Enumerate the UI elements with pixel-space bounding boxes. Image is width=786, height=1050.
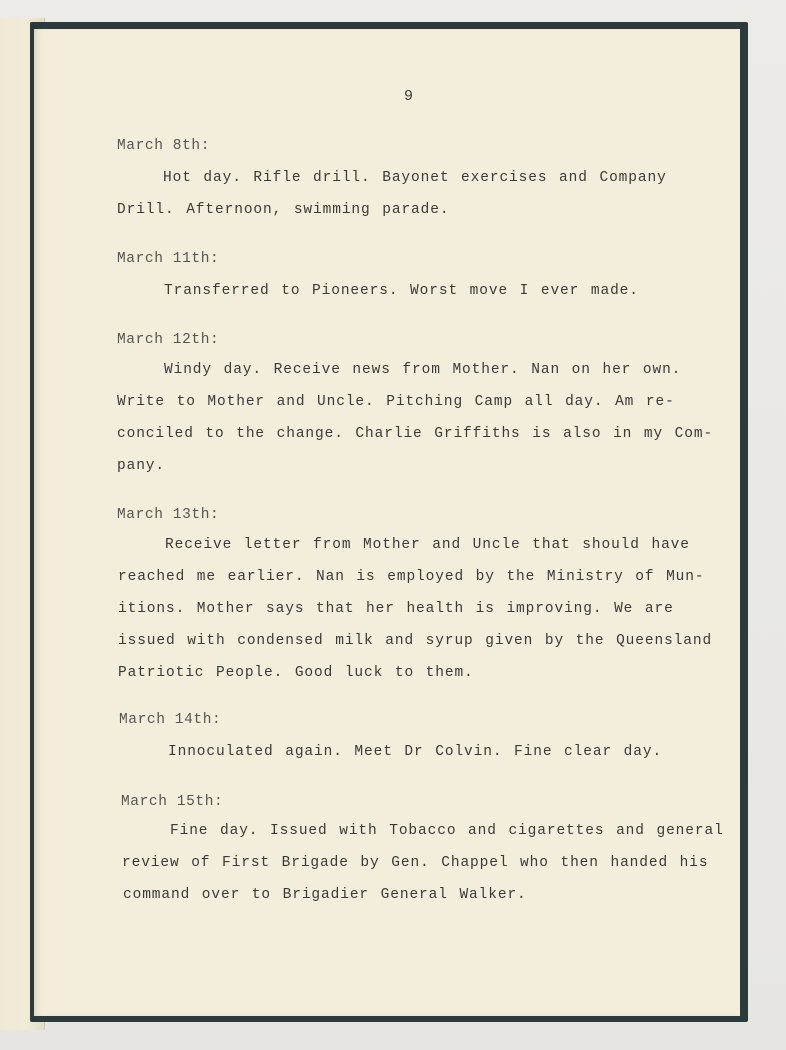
entry-date: March 15th: <box>121 794 224 810</box>
entry-line: Transferred to Pioneers. Worst move I ever made. <box>164 283 639 299</box>
entry-line: Drill. Afternoon, swimming parade. <box>117 202 450 218</box>
entry-line: Patriotic People. Good luck to them. <box>118 665 474 681</box>
entry-date: March 14th: <box>119 712 222 728</box>
entry-line: Hot day. Rifle drill. Bayonet exercises and Company <box>163 170 667 186</box>
entry-line: Innoculated again. Meet Dr Colvin. Fine clear day. <box>168 744 663 760</box>
entry-line: review of First Brigade by Gen. Chappel who then handed his <box>122 855 709 871</box>
entry-line: conciled to the change. Charlie Griffiths is also in my Com- <box>117 426 714 442</box>
entry-line: Receive letter from Mother and Uncle that should have <box>165 537 690 553</box>
entry-line: pany. <box>117 458 166 474</box>
entry-line: Fine day. Issued with Tobacco and cigarettes and general <box>170 823 724 839</box>
entry-line: Windy day. Receive news from Mother. Nan on her own. <box>164 362 682 378</box>
entry-date: March 13th: <box>117 507 220 523</box>
entry-line: issued with condensed milk and syrup given by the Queensland <box>118 633 713 649</box>
page-number: 9 <box>403 88 414 105</box>
entry-date: March 11th: <box>117 251 220 267</box>
entry-line: Write to Mother and Uncle. Pitching Camp all day. Am re- <box>117 394 675 410</box>
entry-date: March 12th: <box>117 332 220 348</box>
entry-line: command over to Brigadier General Walker. <box>123 887 527 903</box>
entry-date: March 8th: <box>117 138 211 154</box>
entry-line: reached me earlier. Nan is employed by the Ministry of Mun- <box>118 569 705 585</box>
entry-line: itions. Mother says that her health is improving. We are <box>118 601 674 617</box>
